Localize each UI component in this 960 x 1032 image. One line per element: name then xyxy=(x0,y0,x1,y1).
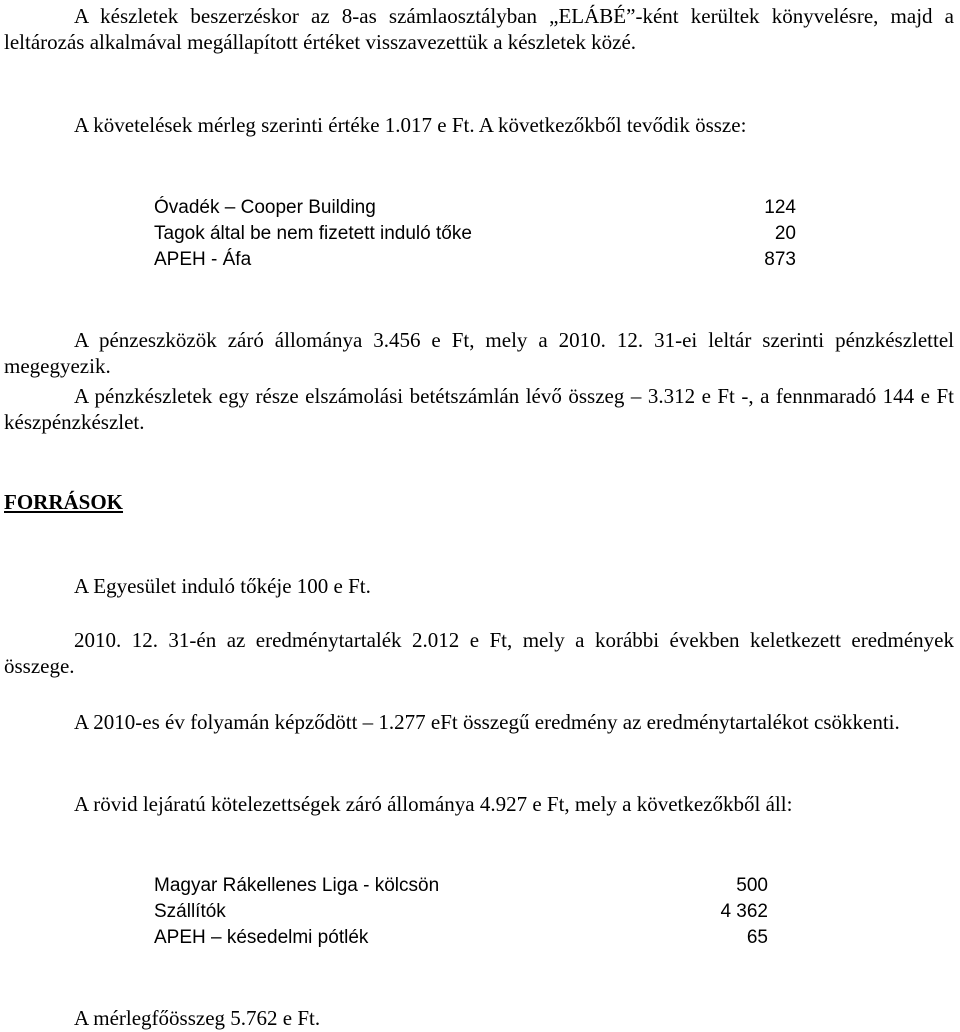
section-heading-sources: FORRÁSOK xyxy=(4,490,124,514)
table-row xyxy=(154,247,796,273)
table-row xyxy=(154,221,796,247)
row-value: 873 xyxy=(764,249,796,270)
row-value: 4 362 xyxy=(720,901,768,922)
row-value: 124 xyxy=(764,197,796,218)
table-row xyxy=(154,925,768,951)
receivables-table xyxy=(154,195,796,273)
row-value: 500 xyxy=(736,875,768,896)
table-row xyxy=(154,195,796,221)
paragraph-inventory: A készletek beszerzéskor az 8-as számlaosztályban „ELÁBÉ”-ként kerültek könyvelésre, majd a leltározás alkalmával megállapított értéket visszavezettük a készletek közé. xyxy=(4,4,954,54)
row-label: Szállítók xyxy=(154,901,226,922)
paragraph-liabilities: A rövid lejáratú kötelezettségek záró állománya 4.927 e Ft, mely a következőkből áll: xyxy=(74,792,793,816)
paragraph-result: A 2010-es év folyamán képződött – 1.277 eFt összegű eredmény az eredménytartalékot csökkenti. xyxy=(74,710,900,734)
row-label: APEH – késedelmi pótlék xyxy=(154,927,369,948)
paragraph-balance-total: A mérlegfőösszeg 5.762 e Ft. xyxy=(74,1006,321,1030)
paragraph-receivables: A követelések mérleg szerinti értéke 1.017 e Ft. A következőkből tevődik össze: xyxy=(74,113,747,137)
row-value: 20 xyxy=(774,223,796,244)
table-row xyxy=(154,873,768,899)
paragraph-capital: A Egyesület induló tőkéje 100 e Ft. xyxy=(74,574,371,598)
paragraph-reserve: 2010. 12. 31-én az eredménytartalék 2.012 e Ft, mely a korábbi években keletkezett eredmények összege. xyxy=(4,628,954,678)
table-row xyxy=(154,899,768,925)
row-label: Magyar Rákellenes Liga - kölcsön xyxy=(154,875,440,896)
paragraph-cash-detail: A pénzkészletek egy része elszámolási betétszámlán lévő összeg – 3.312 e Ft -, a fennmaradó 144 e Ft készpénzkészlet. xyxy=(4,384,954,434)
liabilities-table xyxy=(154,873,768,951)
row-label: Óvadék – Cooper Building xyxy=(154,197,376,218)
row-label: Tagok által be nem fizetett induló tőke xyxy=(154,223,472,244)
paragraph-cash: A pénzeszközök záró állománya 3.456 e Ft, mely a 2010. 12. 31-ei leltár szerinti pénzkészlettel megegyezik. xyxy=(4,328,954,378)
row-label: APEH - Áfa xyxy=(154,249,252,270)
row-value: 65 xyxy=(746,927,768,948)
